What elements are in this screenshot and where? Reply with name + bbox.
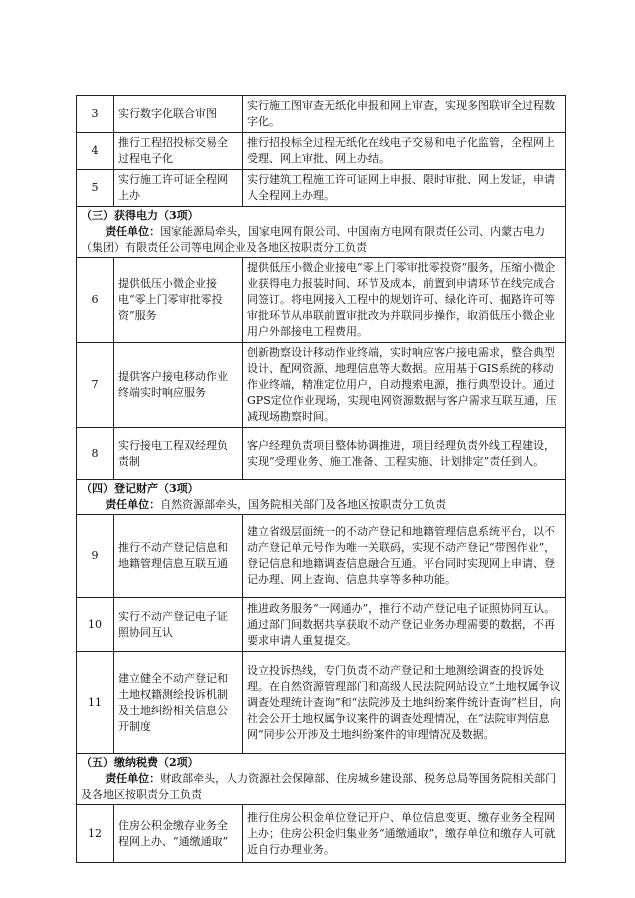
item-name: 实行数字化联合审图 (114, 96, 243, 133)
item-number: 11 (77, 652, 114, 754)
item-description: 实行建筑工程施工许可证网上申报、限时审批、网上发证，申请人全程网上办理。 (243, 170, 566, 207)
measures-table-body (77, 96, 566, 863)
item-name: 实行不动产登记电子证照协同互认 (114, 598, 243, 652)
section-header (77, 754, 566, 805)
table-row (77, 805, 566, 863)
responsible-label: 责任单位： (105, 498, 161, 511)
item-description: 推行住房公积金单位登记开户、单位信息变更、缴存业务全程网上办；住房公积金归集业务“通缴通取”，缴存单位和缴存人可就近自行办理业务。 (243, 805, 566, 863)
item-number: 3 (77, 96, 114, 133)
item-number: 8 (77, 428, 114, 480)
table-row (77, 170, 566, 207)
item-name: 提供客户接电移动作业终端实时响应服务 (114, 343, 243, 428)
item-description: 推行招投标全过程无纸化在线电子交易和电子化监管，全程网上受理、网上审批、网上办结。 (243, 133, 566, 170)
item-name: 实行施工许可证全程网上办 (114, 170, 243, 207)
item-name: 推行不动产登记信息和地籍管理信息互联互通 (114, 515, 243, 598)
table-row (77, 598, 566, 652)
responsible-label: 责任单位： (105, 225, 161, 238)
item-number: 12 (77, 805, 114, 863)
responsible-text: 财政部牵头，人力资源社会保障部、住房城乡建设部、税务总局等国务院相关部门及各地区按职责分工负责 (81, 772, 557, 801)
item-description: 实行施工图审查无纸化申报和网上审查，实现多图联审全过程数字化。 (243, 96, 566, 133)
item-number: 10 (77, 598, 114, 652)
item-description: 客户经理负责项目整体协调推进，项目经理负责外线工程建设，实现“受理业务、施工准备、工程实施、计划排定”责任到人。 (243, 428, 566, 480)
table-row (77, 515, 566, 598)
table-row (77, 133, 566, 170)
item-name: 住房公积金缴存业务全程网上办、“通缴通取” (114, 805, 243, 863)
item-description: 提供低压小微企业接电“零上门零审批零投资”服务，压缩小微企业获得电力报装时间、环节及成本，前置到申请环节在线完成合同签订。将电网接入工程中的规划许可、绿化许可、掘路许可等审批环节从串联前置审批改为并联同步操作，取消低压小微企业用户外部接电工程费用。 (243, 258, 566, 343)
item-number: 6 (77, 258, 114, 343)
item-number: 5 (77, 170, 114, 207)
table-row (77, 258, 566, 343)
item-description: 推进政务服务“一网通办”，推行不动产登记电子证照协同互认。通过部门间数据共享获取不动产登记业务办理需要的数据，不再要求申请人重复提交。 (243, 598, 566, 652)
responsible-label: 责任单位： (105, 772, 161, 785)
item-name: 建立健全不动产登记和土地权籍测绘投诉机制及土地纠纷相关信息公开制度 (114, 652, 243, 754)
responsible-text: 自然资源部牵头，国务院相关部门及各地区按职责分工负责 (160, 498, 447, 511)
responsible-text: 国家能源局牵头，国家电网有限公司、中国南方电网有限责任公司、内蒙古电力（集团）有限责任公司等电网企业及各地区按职责分工负责 (81, 225, 546, 254)
item-description: 创新勘察设计移动作业终端，实时响应客户接电需求，整合典型设计、配网资源、地理信息等大数据。应用基于GIS系统的移动作业终端，精准定位用户，自动搜索电源，推行典型设计。通过GPS定位作业现场，实现电网资源数据与客户需求互联互通，压减现场勘察时间。 (243, 343, 566, 428)
measures-table (76, 95, 566, 863)
item-name: 实行接电工程双经理负责制 (114, 428, 243, 480)
responsible-units (81, 224, 561, 256)
responsible-units (81, 497, 561, 513)
table-row (77, 343, 566, 428)
section-header (77, 480, 566, 515)
item-number: 9 (77, 515, 114, 598)
item-name: 提供低压小微企业接电“零上门零审批零投资”服务 (114, 258, 243, 343)
item-number: 4 (77, 133, 114, 170)
responsible-units (81, 771, 561, 803)
item-description: 设立投诉热线，专门负责不动产登记和土地测绘调查的投诉处理。在自然资源管理部门和高级人民法院网站设立“土地权属争议调查处理统计查询”和“法院涉及土地纠纷案件统计查询”栏目，向社会公开土地权属争议案件的调查处理情况，在“法院审判信息网”同步公开涉及土地纠纷案件的审理情况及数据。 (243, 652, 566, 754)
table-row (77, 428, 566, 480)
section-title: （五）缴纳税费（2项） (81, 756, 199, 769)
item-description: 建立省级层面统一的不动产登记和地籍管理信息系统平台，以不动产登记单元号作为唯一关联码，实现不动产登记“带图作业”，登记信息和地籍调查信息融合互通。平台同时实现网上申请、登记办理、网上查询、信息共享等多种功能。 (243, 515, 566, 598)
table-row (77, 96, 566, 133)
section-header (77, 207, 566, 258)
section-title: （三）获得电力（3项） (81, 209, 199, 222)
table-row (77, 652, 566, 754)
section-title: （四）登记财产（3项） (81, 482, 199, 495)
item-name: 推行工程招投标交易全过程电子化 (114, 133, 243, 170)
item-number: 7 (77, 343, 114, 428)
